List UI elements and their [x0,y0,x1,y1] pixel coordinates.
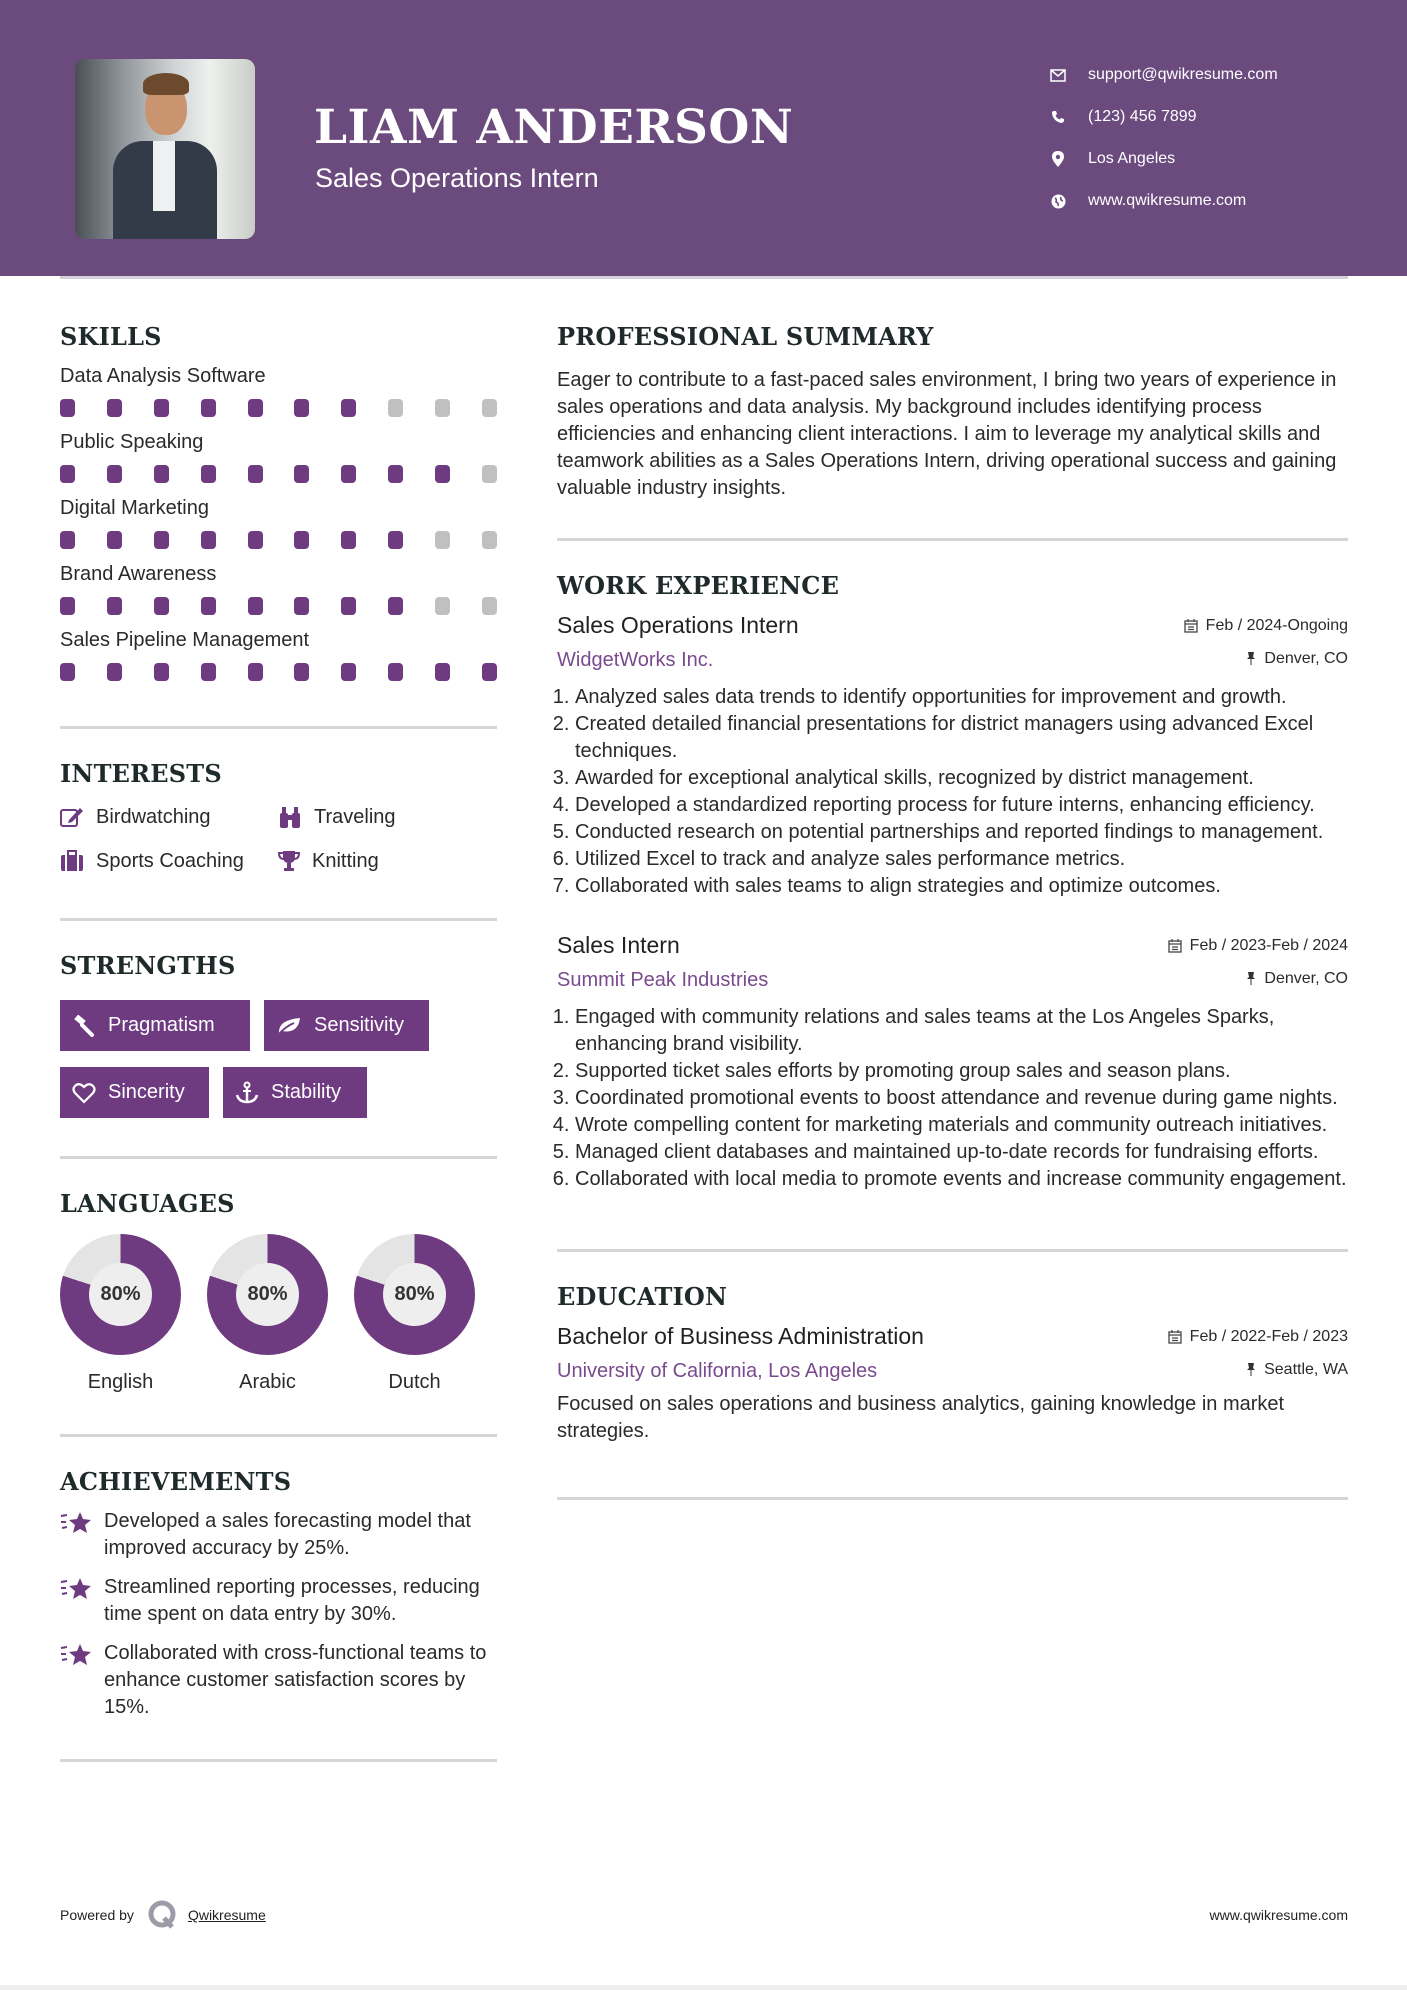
rating-dot [482,531,497,549]
rating-dot [341,399,356,417]
rating-dot [341,597,356,615]
rating-dot [201,663,216,681]
star-icon [60,1510,94,1536]
skill-name: Data Analysis Software [60,365,266,387]
rating-dot [201,597,216,615]
divider [557,1497,1348,1500]
rating-dot [294,399,309,417]
page-bottom-edge [0,1985,1407,1990]
achievement-item [60,1508,497,1562]
strengths-section [60,951,497,1118]
skill-rating [60,531,497,549]
section-title-achievements: ACHIEVEMENTS [60,1467,292,1496]
language-percent: 80% [236,1263,299,1326]
rating-dot [388,531,403,549]
gavel-icon [72,1015,96,1037]
strength-chip: Sincerity [60,1067,209,1118]
candidate-name: LIAM ANDERSON [314,100,794,155]
section-title-experience: WORK EXPERIENCE [557,571,840,600]
interests-section [60,759,497,876]
language-item [207,1234,328,1394]
section-title-skills: SKILLS [60,322,162,351]
rating-dot [107,597,122,615]
achievement-item [60,1640,497,1721]
section-title-interests: INTERESTS [60,759,222,788]
section-title-summary: PROFESSIONAL SUMMARY [557,322,934,351]
skill-name: Public Speaking [60,431,204,453]
rating-dot [154,597,169,615]
rating-dot [154,399,169,417]
binoculars-icon [278,805,302,829]
job-title: Sales Operations Intern [557,612,799,638]
skill-name: Sales Pipeline Management [60,629,310,651]
language-progress-ring [354,1234,475,1355]
language-progress-ring [60,1234,181,1355]
profile-photo [75,59,255,239]
resume-header [0,0,1407,276]
rating-dot [107,663,122,681]
pushpin-icon [1246,651,1256,666]
rating-dot [201,531,216,549]
rating-dot [388,663,403,681]
rating-dot [60,597,75,615]
rating-dot [435,597,450,615]
trophy-icon [278,850,300,872]
divider [557,538,1348,541]
job-bullet: 5. Managed client databases and maintained up-to-date records for fundraising efforts. [575,1139,1348,1166]
star-icon [60,1642,94,1668]
map-pin-icon [1050,151,1066,167]
company-name: WidgetWorks Inc. [557,649,714,671]
section-title-languages: LANGUAGES [60,1189,235,1218]
section-title-education: EDUCATION [557,1282,728,1311]
rating-dot [294,663,309,681]
job-bullet: 5. Conducted research on potential partnerships and reported findings to management. [575,819,1348,846]
rating-dot [107,465,122,483]
language-name: English [87,1371,154,1393]
job-dates: Feb / 2023-Feb / 2024 [1168,937,1348,955]
education-section [557,1282,1348,1445]
footer-powered-by: Powered by Qwikresume [60,1900,266,1930]
job-bullet: 2. Created detailed financial presentations for district managers using advanced Excel techniques. [575,711,1348,765]
rating-dot [107,399,122,417]
rating-dot [154,531,169,549]
job-bullet: 2. Supported ticket sales efforts by promoting group sales and season plans. [575,1058,1348,1085]
footer-url[interactable]: www.qwikresume.com [1209,1907,1348,1923]
contact-phone[interactable]: (123) 456 7899 [1050,96,1278,138]
skill-rating [60,663,497,681]
divider [60,1156,497,1159]
job-location: Denver, CO [1246,650,1348,668]
calendar-icon [1168,938,1182,953]
language-name: Dutch [388,1371,441,1393]
divider [60,726,497,729]
rating-dot [341,531,356,549]
rating-dot [60,399,75,417]
job-entry [557,612,1348,900]
achievements-section [60,1467,497,1721]
qwikresume-link[interactable]: Qwikresume [187,1907,266,1923]
language-percent: 80% [89,1263,152,1326]
interest-item: Birdwatching [60,802,278,832]
language-progress-ring [207,1234,328,1355]
rating-dot [248,465,263,483]
job-location: Denver, CO [1246,970,1348,988]
rating-dot [388,465,403,483]
skill-name: Digital Marketing [60,497,209,519]
skill-name: Brand Awareness [60,563,217,585]
job-bullet: 1. Analyzed sales data trends to identify opportunities for improvement and growth. [575,684,1348,711]
rating-dot [435,465,450,483]
anchor-icon [235,1081,259,1105]
globe-icon [1050,193,1066,209]
pushpin-icon [1246,1362,1256,1377]
rating-dot [482,399,497,417]
language-percent: 80% [383,1263,446,1326]
calendar-icon [1184,618,1198,633]
job-bullet: 3. Coordinated promotional events to boost attendance and revenue during game nights. [575,1085,1348,1112]
company-name: Summit Peak Industries [557,969,769,991]
rating-dot [341,465,356,483]
rating-dot [154,663,169,681]
job-bullets [557,684,1348,900]
candidate-role: Sales Operations Intern [315,163,599,193]
achievement-text: Developed a sales forecasting model that improved accuracy by 25%. [104,1510,471,1559]
rating-dot [388,597,403,615]
pushpin-icon [1246,971,1256,986]
rating-dot [107,531,122,549]
header-divider [60,276,1348,279]
education-description: Focused on sales operations and business analytics, gaining knowledge in market strategies. [557,1393,1285,1442]
contact-location: Los Angeles [1050,138,1278,180]
rating-dot [248,399,263,417]
briefcase-icon [60,850,84,872]
divider [60,918,497,921]
job-bullet: 6. Utilized Excel to track and analyze sales performance metrics. [575,846,1348,873]
rating-dot [60,531,75,549]
strength-chip: Sensitivity [264,1000,429,1051]
rating-dot [482,663,497,681]
interest-item: Traveling [278,802,497,832]
rating-dot [248,597,263,615]
job-bullets [557,1004,1348,1193]
leaf-icon [276,1016,302,1036]
job-dates: Feb / 2024-Ongoing [1184,617,1348,635]
contact-list [1050,54,1278,222]
phone-icon [1050,109,1066,125]
job-bullet: 1. Engaged with community relations and sales teams at the Los Angeles Sparks, enhancing brand visibility. [575,1004,1348,1058]
rating-dot [248,531,263,549]
rating-dot [201,465,216,483]
achievement-text: Streamlined reporting processes, reducing time spent on data entry by 30%. [104,1576,480,1625]
achievement-item [60,1574,497,1628]
language-item [60,1234,181,1394]
job-bullet: 4. Wrote compelling content for marketing materials and community outreach initiatives. [575,1112,1348,1139]
rating-dot [482,597,497,615]
envelope-icon [1050,67,1066,83]
divider [60,1434,497,1437]
school-name: University of California, Los Angeles [557,1360,878,1382]
achievement-text: Collaborated with cross-functional teams to enhance customer satisfaction scores by 15%. [104,1642,487,1718]
rating-dot [154,465,169,483]
skills-section [60,322,497,681]
experience-section [557,571,1348,1193]
contact-email[interactable]: support@qwikresume.com [1050,54,1278,96]
rating-dot [201,399,216,417]
left-column [60,300,497,1762]
heart-icon [72,1082,96,1104]
degree-title: Bachelor of Business Administration [557,1323,924,1349]
calendar-icon [1168,1329,1182,1344]
skill-rating [60,597,497,615]
qwikresume-logo-icon [148,1900,178,1930]
rating-dot [60,465,75,483]
education-location: Seattle, WA [1246,1361,1348,1379]
rating-dot [388,399,403,417]
rating-dot [248,663,263,681]
job-bullet: 6. Collaborated with local media to promote events and increase community engagement. [575,1166,1348,1193]
languages-section [60,1189,497,1394]
job-title: Sales Intern [557,932,680,958]
rating-dot [435,663,450,681]
right-column [557,300,1348,1500]
rating-dot [435,399,450,417]
job-entry [557,932,1348,1193]
section-title-strengths: STRENGTHS [60,951,236,980]
strength-chip: Stability [223,1067,367,1118]
interest-item: Knitting [278,846,497,876]
job-bullet: 4. Developed a standardized reporting process for future interns, enhancing efficiency. [575,792,1348,819]
star-icon [60,1576,94,1602]
language-name: Arabic [239,1371,296,1393]
rating-dot [482,465,497,483]
rating-dot [60,663,75,681]
divider [557,1249,1348,1252]
language-item [354,1234,475,1394]
strength-chip: Pragmatism [60,1000,250,1051]
rating-dot [294,465,309,483]
edit-icon [60,806,84,828]
skill-rating [60,399,497,417]
rating-dot [341,663,356,681]
rating-dot [294,597,309,615]
rating-dot [294,531,309,549]
contact-website[interactable]: www.qwikresume.com [1050,180,1278,222]
divider [60,1759,497,1762]
summary-text: Eager to contribute to a fast-paced sales environment, I bring two years of experience in sales operations and data analysis. My background includes identifying process efficiencies and enhancing client interactions. I aim to leverage my analytical skills and teamwork abilities as a Sales Operations Intern, driving operational success and gaining valuable industry insights. [557,369,1337,499]
job-bullet: 7. Collaborated with sales teams to align strategies and optimize outcomes. [575,873,1348,900]
education-dates: Feb / 2022-Feb / 2023 [1168,1328,1348,1346]
skill-rating [60,465,497,483]
rating-dot [435,531,450,549]
interest-item: Sports Coaching [60,846,278,876]
summary-section [557,322,1348,502]
job-bullet: 3. Awarded for exceptional analytical skills, recognized by district management. [575,765,1348,792]
